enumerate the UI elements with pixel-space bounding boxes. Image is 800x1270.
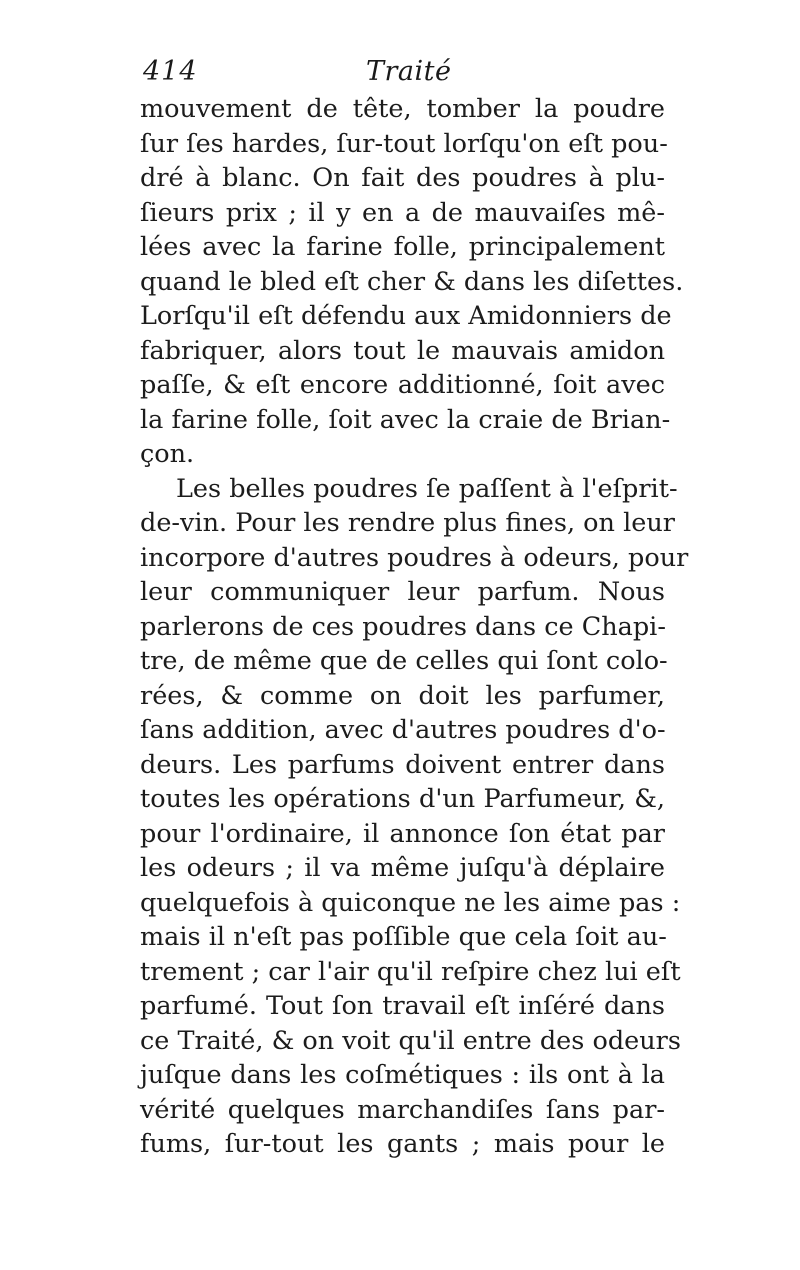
text-line: rées, & comme on doit les parfumer, [140,680,665,711]
text-line: lées avec la farine folle, principalement [140,232,665,262]
text-line: mais il n'eſt pas poſſible que cela ſoit au- [140,922,667,952]
paragraph-end-line: çon. [140,439,195,469]
text-line: trement ; car l'air qu'il reſpire chez lui eſt [140,956,681,987]
text-line: tre, de même que de celles qui ſont colo- [140,646,668,676]
text-line: fums, ſur-tout les gants ; mais pour le [140,1129,665,1159]
text-line: ſieurs prix ; il y en a de mauvaiſes mê- [140,197,665,228]
text-line: dré à blanc. On fait des poudres à plu- [140,163,665,193]
text-line: deurs. Les parfums doivent entrer dans [140,749,665,780]
paragraph-start-line: Les belles poudres ſe paſſent à l'eſprit- [176,473,678,504]
text-line: mouvement de tête, tomber la poudre [140,94,665,124]
text-line: Lorſqu'il eſt défendu aux Amidonniers de [140,301,672,331]
text-line: quelquefois à quiconque ne les aime pas : [140,887,681,918]
text-line: la farine folle, ſoit avec la craie de Brian- [140,404,671,435]
text-line: fabriquer, alors tout le mauvais amidon [140,335,665,366]
text-line: parfumé. Tout ſon travail eſt inſéré dans [140,991,665,1021]
text-line: ce Traité, & on voit qu'il entre des odeurs [140,1025,681,1056]
text-line: paſſe, & eſt encore additionné, ſoit avec [140,370,665,400]
text-line: ſans addition, avec d'autres poudres d'o- [140,715,666,745]
text-line: toutes les opérations d'un Parfumeur, &, [140,784,665,814]
text-line: les odeurs ; il va même juſqu'à déplaire [140,853,665,883]
body-text [140,92,689,1162]
page-header [143,56,663,96]
text-line: juſque dans les coſmétiques : ils ont à la [140,1060,665,1090]
text-line: leur communiquer leur parfum. Nous [140,577,665,607]
page-number: 414 [143,56,198,87]
text-line: pour l'ordinaire, il annonce ſon état par [140,818,665,849]
text-line: vérité quelques marchandiſes ſans par- [140,1094,665,1125]
text-line: parlerons de ces poudres dans ce Chapi- [140,611,666,642]
text-line: quand le bled eſt cher & dans les diſettes. [140,266,684,297]
text-line: incorpore d'autres poudres à odeurs, pour [140,542,689,573]
text-line: de-vin. Pour les rendre plus fines, on leur [140,508,675,538]
text-line: ſur ſes hardes, ſur-tout lorſqu'on eſt pou- [140,128,668,159]
running-head: Traité [366,56,452,87]
